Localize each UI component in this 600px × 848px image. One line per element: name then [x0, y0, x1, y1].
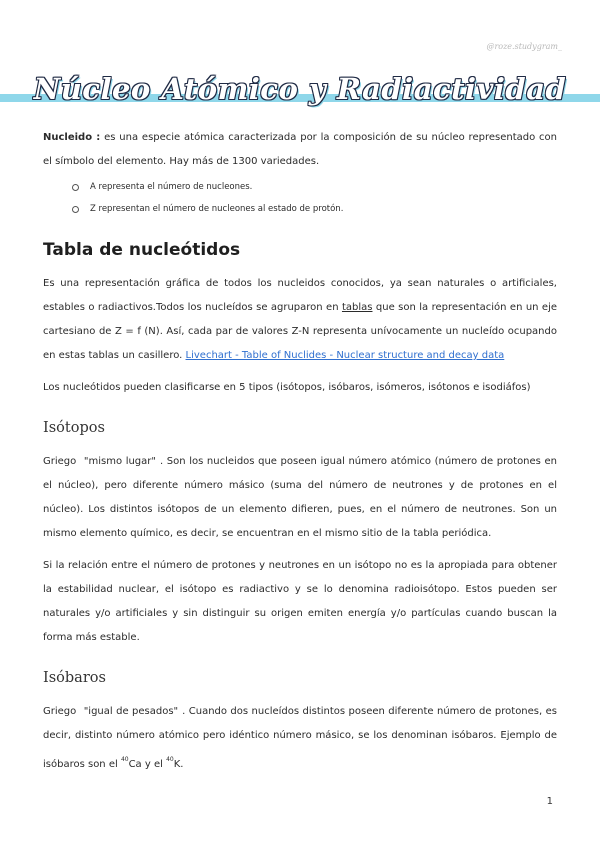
isotopos-paragraph-1 — [43, 450, 557, 546]
calcium-symbol: Ca — [128, 759, 142, 770]
isobaros-paragraph — [43, 700, 557, 777]
document-body — [43, 126, 557, 785]
isobaros-prefix: Griego — [43, 706, 77, 717]
nucleido-bullet-list — [43, 176, 557, 220]
tablas-underlined-word: tablas — [341, 302, 373, 313]
isotopos-quote: "mismo lugar" — [83, 456, 156, 467]
section-heading-isobaros: Isóbaros — [43, 670, 106, 686]
tabla-text-2: que son la representación en un eje cartesiano de Z = f (N). Así, cada par de valores Z-N representa unívocamente un nucleído ocupando en estas tablas un casillero. — [43, 302, 558, 361]
isobaros-connector: y el — [141, 759, 167, 770]
tabla-paragraph — [43, 272, 557, 368]
isobaros-text: . Cuando dos nucleídos distintos poseen diferente número de protones, es decir, distinto número atómico pero idéntico número másico, se los denominan isóbaros. Ejemplo de isóbaros son el — [43, 706, 557, 770]
livechart-link[interactable]: Livechart - Table of Nuclides - Nuclear structure and decay data — [185, 350, 505, 361]
page-number: 1 — [546, 796, 553, 807]
potassium-symbol: K. — [173, 759, 184, 770]
nucleido-paragraph — [43, 126, 557, 174]
tabla-text-1: Es una representación gráfica de todos los nucleidos conocidos, ya sean naturales o artificiales, estables o radiactivos.Todos los nucleídos se agruparon en — [43, 278, 557, 313]
isotopos-text: . Son los nucleidos que poseen igual número atómico (número de protones en el núcleo), pero diferente número másico (suma del número de neutrones y de protones en el núcleo). Los distintos isótopos de un elemento difieren, pues, en el número de neutrones. Son un mismo elemento químico, es decir, se encuentran en el mismo sitio de la tabla periódica. — [43, 456, 557, 539]
tabla-classification-paragraph: Los nucleótidos pueden clasificarse en 5 tipos (isótopos, isóbaros, isómeros, isótonos e isodiáfos) — [43, 382, 531, 393]
list-item: Z representan el número de nucleones al estado de protón. — [90, 198, 557, 220]
potassium-mass-number: 40 — [166, 756, 174, 763]
section-heading-tabla: Tabla de nucleótidos — [43, 240, 241, 260]
list-item: A representa el número de nucleones. — [90, 176, 557, 198]
isotopos-paragraph-2: Si la relación entre el número de protones y neutrones en un isótopo no es la apropiada para obtener la estabilidad nuclear, el isótopo es radiactivo y se lo denomina radioisótopo. Estos pueden ser naturales y/o artificiales y sin distinguir su origen emiten energía y/o partículas cuando buscan la forma más estable. — [43, 560, 557, 643]
page-title: Núcleo Atómico y Radiactividad — [33, 72, 567, 106]
nucleido-definition: es una especie atómica caracterizada por la composición de su núcleo representado con el símbolo del elemento. Hay más de 1300 variedades. — [43, 132, 557, 167]
nucleido-term: Nucleido : — [43, 132, 101, 143]
watermark: @roze.studygram_ — [486, 42, 562, 51]
calcium-mass-number: 40 — [120, 756, 129, 763]
isobaros-quote: "igual de pesados" — [83, 706, 179, 717]
section-heading-isotopos: Isótopos — [43, 420, 105, 436]
isotopos-prefix: Griego — [43, 456, 77, 467]
